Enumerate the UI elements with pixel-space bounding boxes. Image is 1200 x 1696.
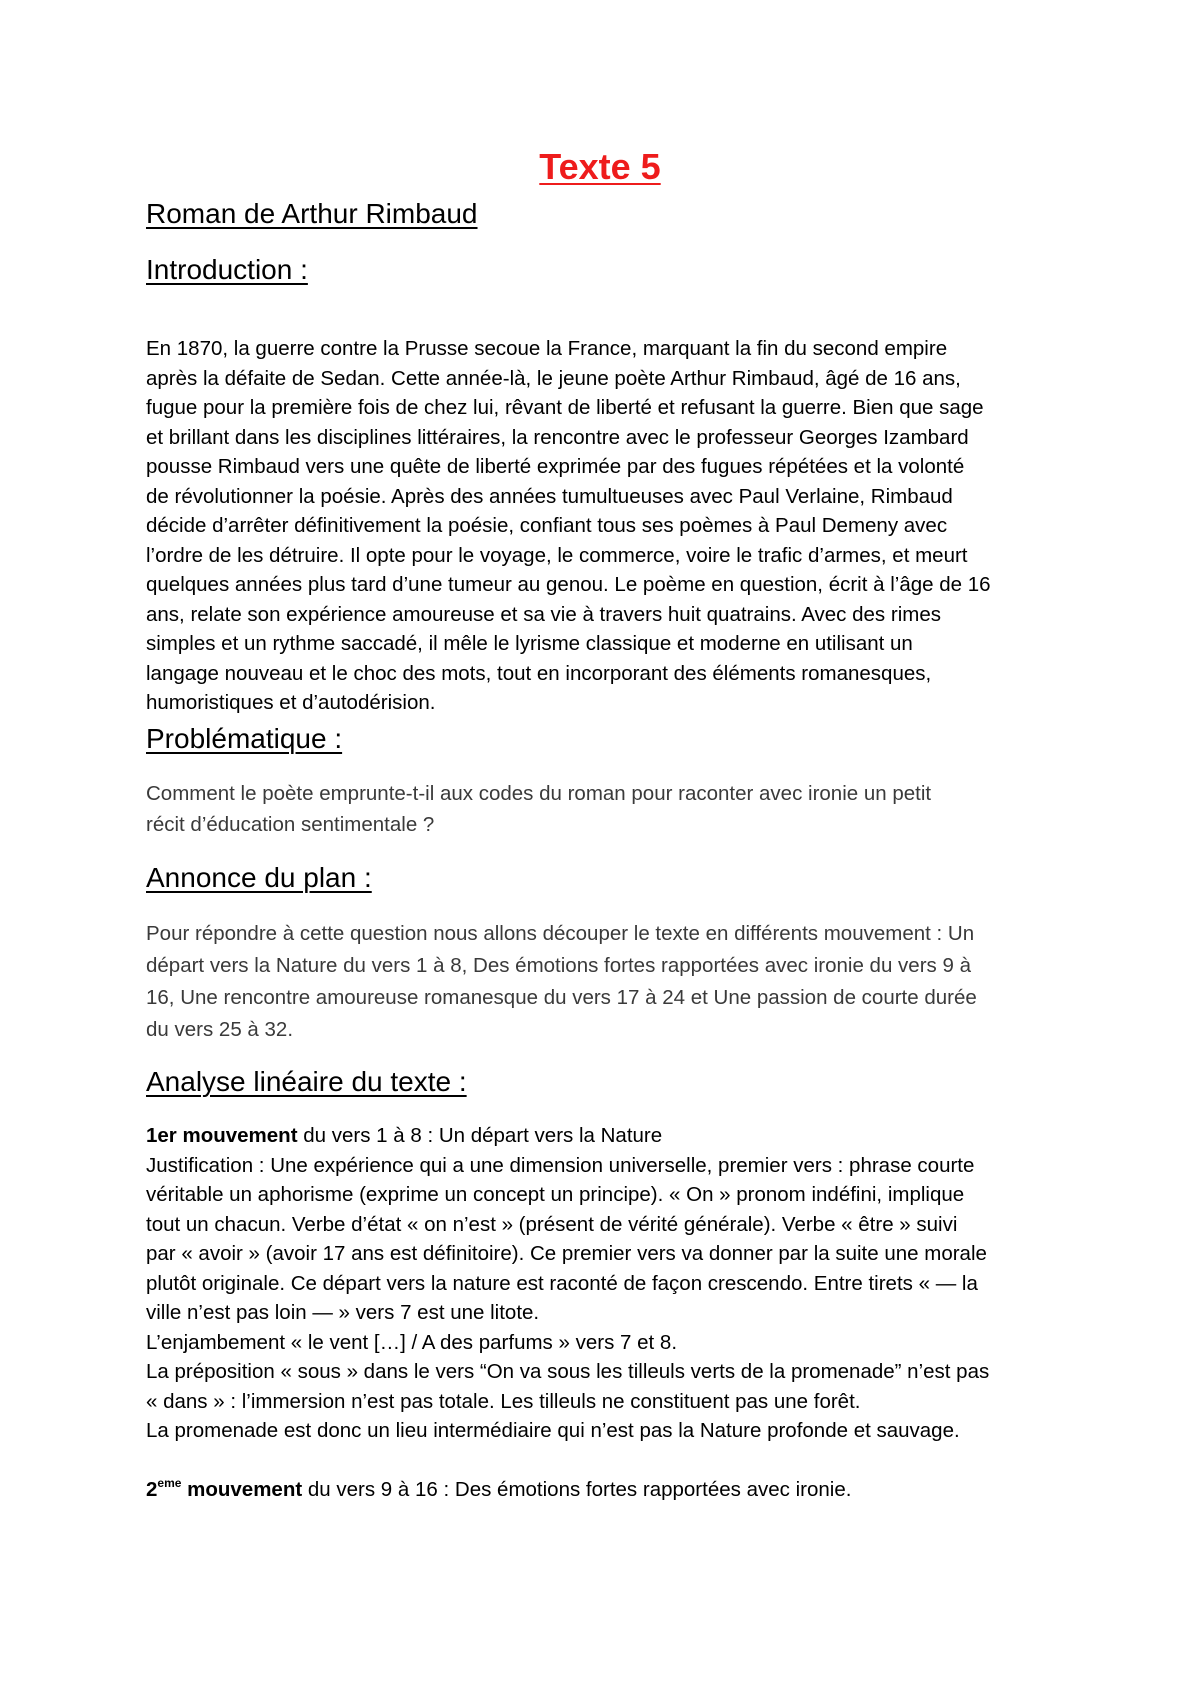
blank-line — [146, 1446, 1066, 1476]
mouvement-1-heading — [146, 1121, 1066, 1151]
text-line: En 1870, la guerre contre la Prusse secoue la France, marquant la fin du second empire — [146, 337, 948, 360]
text-line: et brillant dans les disciplines littéraires, la rencontre avec le professeur Georges Izambard — [146, 425, 969, 449]
text-line: récit d’éducation sentimentale ? — [146, 813, 435, 836]
text-line: ans, relate son expérience amoureuse et sa vie à travers huit quatrains. Avec des rimes — [146, 602, 941, 626]
mouvement-1-description: du vers 1 à 8 : Un départ vers la Nature — [297, 1124, 663, 1147]
mouvement-1-label: 1er mouvement — [146, 1124, 298, 1147]
document-title: Texte 5 — [539, 146, 661, 187]
text-line: après la défaite de Sedan. Cette année-là, le jeune poète Arthur Rimbaud, âgé de 16 ans, — [146, 366, 961, 390]
text-line: par « avoir » (avoir 17 ans est définitoire). Ce premier vers va donner par la suite une morale — [146, 1242, 987, 1265]
problematique-heading: Problématique : — [146, 723, 343, 754]
text-line: tout un chacun. Verbe d’état « on n’est » (présent de vérité générale). Verbe « être » suivi — [146, 1212, 958, 1236]
plan-paragraph — [146, 918, 1066, 1046]
text-line: « dans » : l’immersion n’est pas totale. Les tilleuls ne constituent pas une forêt. — [146, 1389, 861, 1413]
text-line: de révolutionner la poésie. Après des années tumultueuses avec Paul Verlaine, Rimbaud — [146, 484, 953, 508]
mouvement-2-description: du vers 9 à 16 : Des émotions fortes rapportées avec ironie. — [302, 1478, 852, 1501]
introduction-heading: Introduction : — [146, 254, 308, 285]
text-line: Justification : Une expérience qui a une dimension universelle, premier vers : phrase courte — [146, 1153, 975, 1177]
text-line: fugue pour la première fois de chez lui, rêvant de liberté et refusant la guerre. Bien que sage — [146, 396, 984, 419]
text-line: langage nouveau et le choc des mots, tout en incorporant des éléments romanesques, — [146, 661, 932, 685]
text-line: L’enjambement « le vent […] / A des parfums » vers 7 et 8. — [146, 1330, 678, 1354]
analyse-heading: Analyse linéaire du texte : — [146, 1066, 467, 1097]
introduction-paragraph — [146, 334, 1066, 718]
mouvement-2-superscript: eme — [157, 1476, 182, 1490]
text-line: départ vers la Nature du vers 1 à 8, Des émotions fortes rapportées avec ironie du vers 9 à — [146, 954, 971, 977]
analyse-paragraph — [146, 1121, 1066, 1505]
subtitle-heading: Roman de Arthur Rimbaud — [146, 198, 478, 229]
text-line: décide d’arrêter définitivement la poésie, confiant tous ses poèmes à Paul Demeny avec — [146, 514, 948, 537]
text-line: quelques années plus tard d’une tumeur au genou. Le poème en question, écrit à l’âge de 16 — [146, 573, 991, 596]
text-line: pousse Rimbaud vers une quête de liberté exprimée par des fugues répétées et la volonté — [146, 455, 965, 478]
text-line: Comment le poète emprunte-t-il aux codes du roman pour raconter avec ironie un petit — [146, 782, 932, 805]
text-line: La promenade est donc un lieu intermédiaire qui n’est pas la Nature profonde et sauvage. — [146, 1419, 960, 1442]
mouvement-2-number: 2 — [146, 1478, 158, 1501]
text-line: humoristiques et d’autodérision. — [146, 691, 436, 714]
text-line: La préposition « sous » dans le vers “On va sous les tilleuls verts de la promenade” n’est pas — [146, 1360, 990, 1383]
text-line: Pour répondre à cette question nous allons découper le texte en différents mouvement : Un — [146, 922, 975, 945]
text-line: ville n’est pas loin — » vers 7 est une litote. — [146, 1301, 540, 1324]
problematique-paragraph — [146, 778, 1066, 840]
text-line: plutôt originale. Ce départ vers la nature est raconté de façon crescendo. Entre tirets « — la — [146, 1271, 978, 1295]
text-line: du vers 25 à 32. — [146, 1018, 294, 1041]
mouvement-2-heading — [146, 1475, 1066, 1505]
plan-heading: Annonce du plan : — [146, 862, 372, 893]
text-line: simples et un rythme saccadé, il mêle le lyrisme classique et moderne en utilisant un — [146, 632, 913, 655]
text-line: 16, Une rencontre amoureuse romanesque du vers 17 à 24 et Une passion de courte durée — [146, 986, 977, 1009]
text-line: l’ordre de les détruire. Il opte pour le voyage, le commerce, voire le trafic d’armes, et meurt — [146, 543, 968, 567]
mouvement-2-label: mouvement — [181, 1478, 303, 1501]
text-line: véritable un aphorisme (exprime un concept un principe). « On » pronom indéfini, implique — [146, 1183, 965, 1206]
